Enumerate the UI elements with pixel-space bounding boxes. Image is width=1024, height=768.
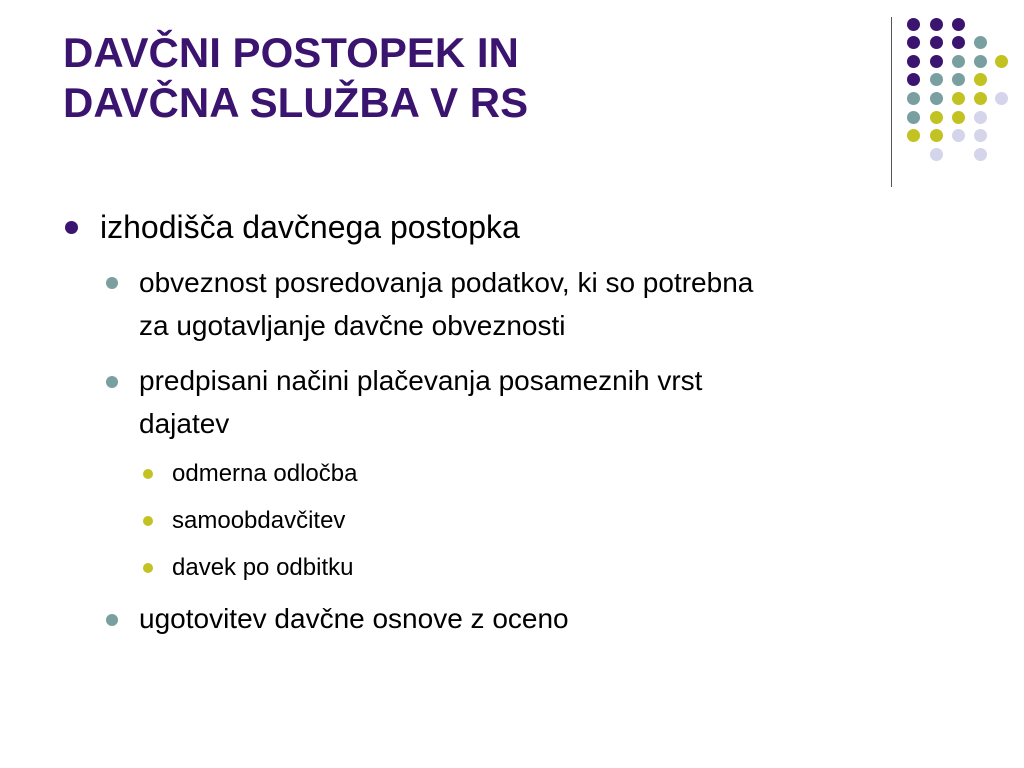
bullet-text-ugotovitev: ugotovitev davčne osnove z oceno — [139, 603, 569, 634]
title-line-1: DAVČNI POSTOPEK IN — [63, 29, 519, 76]
bullet-text-obveznost-line2: za ugotavljanje davčne obveznosti — [139, 310, 566, 341]
bullet-level-3 — [143, 516, 153, 526]
bullet-text-davek-po-odbitku: davek po odbitku — [172, 554, 354, 581]
bullet-level-3 — [143, 469, 153, 479]
bullet-level-1 — [65, 221, 78, 234]
bullet-text-predpisani-line1: predpisani načini plačevanja posameznih vrst — [139, 365, 703, 396]
bullet-text-samoobdavcitev: samoobdavčitev — [172, 507, 346, 534]
bullet-text-izhodisca: izhodišča davčnega postopka — [100, 209, 520, 245]
bullet-text-obveznost-line1: obveznost posredovanja podatkov, ki so potrebna — [139, 267, 754, 298]
bullet-text-odmerna: odmerna odločba — [172, 460, 358, 487]
bullet-level-2 — [106, 277, 118, 289]
title-line-2: DAVČNA SLUŽBA V RS — [63, 79, 529, 126]
bullet-text-predpisani-line2: dajatev — [139, 408, 230, 439]
bullet-level-3 — [143, 563, 153, 573]
bullet-level-2 — [106, 614, 118, 626]
bullet-level-2 — [106, 376, 118, 388]
